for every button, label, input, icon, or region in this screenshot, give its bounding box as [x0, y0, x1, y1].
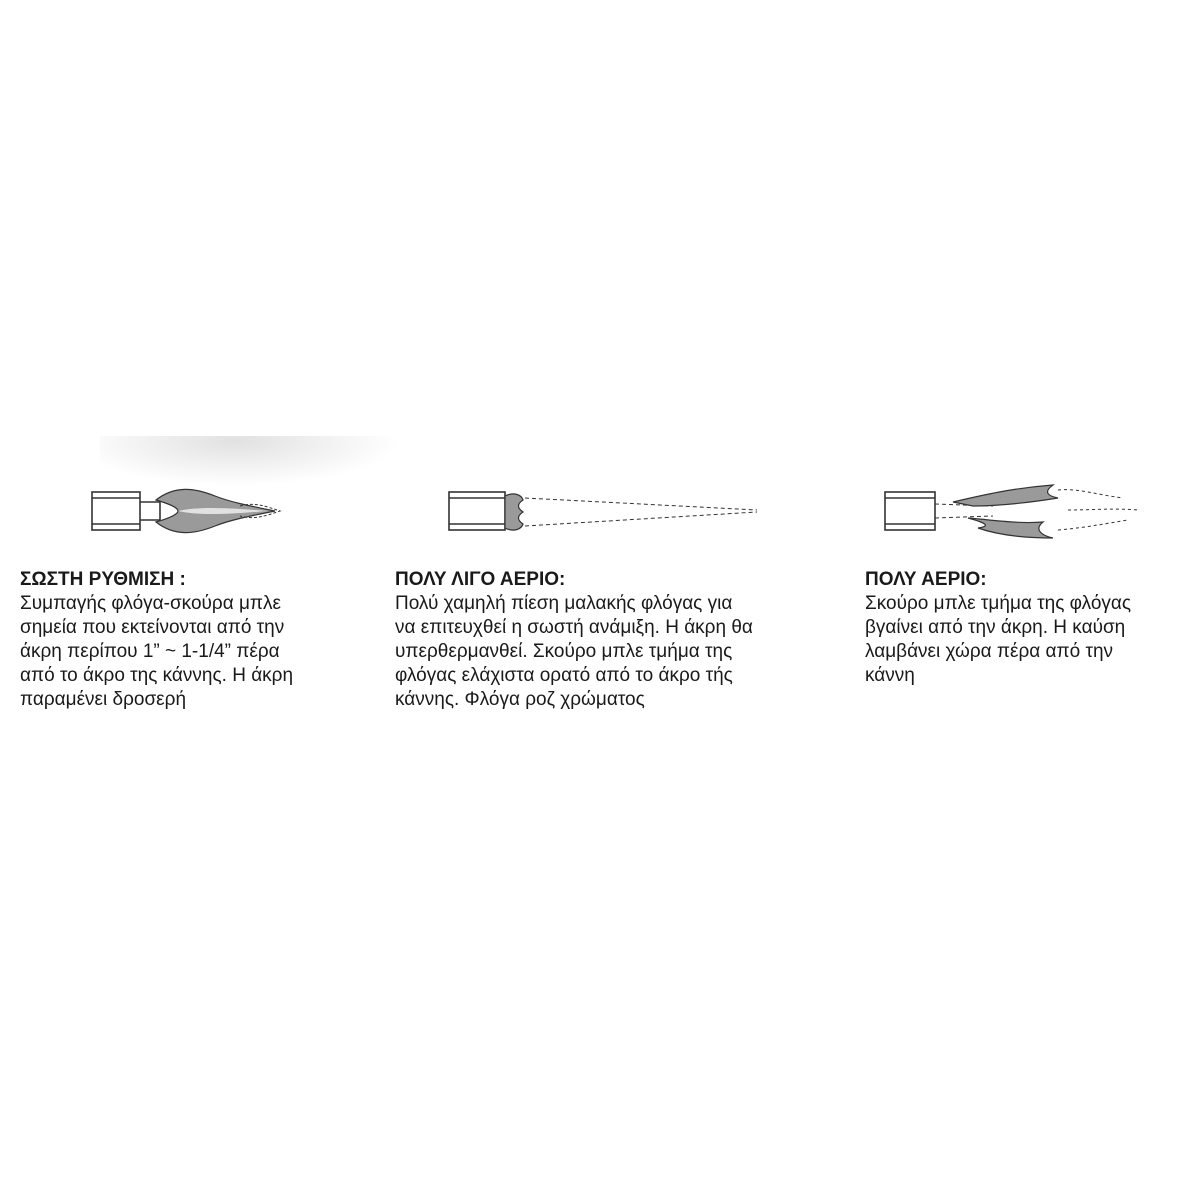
- caption-line: κάννη: [865, 665, 915, 686]
- torch-detached-flame-icon: [883, 440, 1183, 555]
- caption-line: βγαίνει από την άκρη. Η καύση: [865, 617, 1126, 638]
- caption-line: υπερθερμανθεί. Σκούρο μπλε τμήμα της: [395, 641, 733, 662]
- caption-line: να επιτευχθεί η σωστή ανάμιξη. Η άκρη θα: [395, 617, 753, 638]
- panel-title: ΠΟΛΥ ΛΙΓΟ ΑΕΡΙΟ:: [395, 569, 566, 590]
- caption: [865, 568, 1195, 688]
- panel-correct-adjustment: [20, 440, 365, 760]
- panel-too-little-gas: [395, 440, 825, 760]
- caption-line: παραμένει δροσερή: [20, 689, 187, 710]
- torch-weak-flame-icon: [447, 440, 767, 555]
- panel-title: ΣΩΣΤΗ ΡΥΘΜΙΣΗ :: [20, 569, 186, 590]
- torch-correct-flame-icon: [90, 440, 390, 555]
- caption-line: άκρη περίπου 1” ~ 1-1/4” πέρα: [20, 641, 280, 662]
- caption-line: Συμπαγής φλόγα-σκούρα μπλε: [20, 593, 282, 614]
- caption-line: σημεία που εκτείνονται από την: [20, 617, 285, 638]
- caption-line: λαμβάνει χώρα πέρα από την: [865, 641, 1114, 662]
- caption: [395, 568, 825, 712]
- caption: [20, 568, 365, 712]
- caption-line: κάννης. Φλόγα ροζ χρώματος: [395, 689, 645, 710]
- panel-title: ΠΟΛΥ ΑΕΡΙΟ:: [865, 569, 987, 590]
- caption-line: Πολύ χαμηλή πίεση μαλακής φλόγας για: [395, 593, 733, 614]
- caption-line: φλόγας ελάχιστα ορατό από το άκρο τής: [395, 665, 733, 686]
- panel-too-much-gas: [865, 440, 1195, 760]
- caption-line: από το άκρο της κάννης. Η άκρη: [20, 665, 294, 686]
- caption-line: Σκούρο μπλε τμήμα της φλόγας: [865, 593, 1132, 614]
